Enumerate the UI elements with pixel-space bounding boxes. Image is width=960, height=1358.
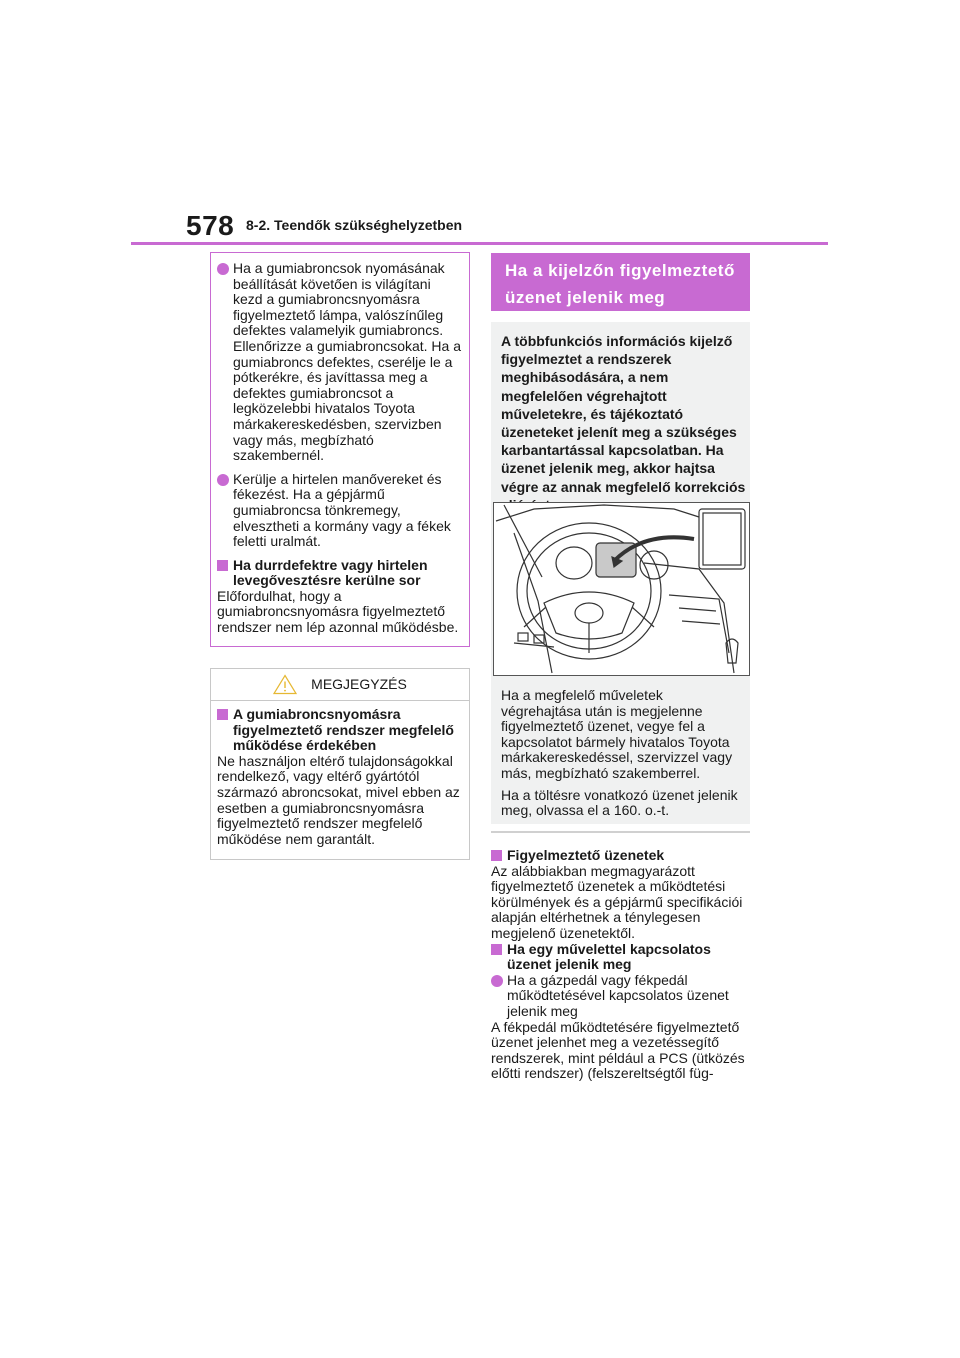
square-bullet-icon xyxy=(491,850,502,861)
body-text: Előfordulhat, hogy a gumiabroncsnyomásra figyelmeztető rendszer nem lép azonnal működésbe. xyxy=(217,587,459,636)
body-text: A fékpedál működtetésére figyelmeztető üzenet jelenhet meg a vezetéssegítő rendszerek, mint például a PCS (ütközés előtti rendszer) (felszereltségtől füg- xyxy=(491,1018,745,1082)
body-text: Ha a töltésre vonatkozó üzenet jelenik meg, olvassa el a 160. o.-t. xyxy=(501,786,738,819)
bullet-item xyxy=(217,261,463,464)
after-image-text xyxy=(501,688,746,825)
subheading-text: Figyelmeztető üzenetek xyxy=(507,847,665,863)
bullet-dot-icon xyxy=(491,975,503,987)
right-body xyxy=(491,848,753,1082)
dashboard-drawing xyxy=(494,503,748,674)
bullet-text: Ha a gázpedál vagy fékpedál működtetésével kapcsolatos üzenet jelenik meg xyxy=(507,971,729,1019)
warning-triangle-icon xyxy=(273,674,297,695)
square-bullet-icon xyxy=(217,709,228,720)
subheading-text: Ha durrdefektre vagy hirtelen levegővesztésre kerülne sor xyxy=(233,556,428,589)
section-title: 8-2. Teendők szükséghelyzetben xyxy=(246,217,463,233)
note-box xyxy=(210,668,470,860)
body-text: Ne használjon eltérő tulajdonságokkal rendelkező, vagy eltérő gyártótól származó abroncsokat, mivel ebben az esetben a gumiabroncsnyomásra figyelmeztető rendszer megfelelő működése nem garantált. xyxy=(217,752,460,847)
subheading xyxy=(217,558,463,589)
subheading-text: A gumiabroncsnyomásra figyelmeztető rendszer megfelelő működése érdekében xyxy=(233,706,454,754)
bullet-dot-icon xyxy=(217,474,229,486)
panel-rule xyxy=(491,831,750,833)
bullet-item xyxy=(217,472,463,550)
note-body xyxy=(211,701,469,847)
bullet-dot-icon xyxy=(217,263,229,275)
warning-box xyxy=(210,252,470,647)
body-text: Ha a megfelelő műveletek végrehajtása után is megjelenne figyelmeztető üzenet, vegye fel a kapcsolatot bármely hivatalos Toyota márkakereskedéssel, szervizzel vagy más, megbízható szakemberrel. xyxy=(501,687,733,781)
note-header xyxy=(211,669,469,701)
subheading xyxy=(491,942,753,973)
subheading xyxy=(491,848,753,864)
subheading xyxy=(217,707,463,754)
bullet-item xyxy=(491,973,753,1020)
dashboard-illustration xyxy=(493,502,750,676)
info-panel xyxy=(491,322,750,824)
subheading-text: Ha egy művelettel kapcsolatos üzenet jelenik meg xyxy=(507,940,711,973)
body-text: Az alábbiakban megmagyarázott figyelmeztető üzenetek a működtetési körülmények és a gépjármű specifikációi alapján eltérhetnek a ténylegesen megjelenő üzenetektől. xyxy=(491,862,743,941)
intro-text: A többfunkciós információs kijelző figyelmeztet a rendszerek meghibásodására, a nem megfelelően végrehajtott műveletekre, és tájékoztató üzeneteket jelenít meg a szükséges karbantartással kapcsolatban. Ha üzenet jelenik meg, akkor hajtsa végre az annak megfelelő korrekciós xyxy=(501,333,746,495)
page-number: 578 xyxy=(186,210,235,241)
square-bullet-icon xyxy=(491,944,502,955)
note-title: MEGJEGYZÉS xyxy=(311,675,407,692)
bullet-text: Kerülje a hirtelen manővereket és fékezést. Ha a gépjármű gumiabroncsa tönkremegy, elvesztheti a kormány vagy a fékek feletti uralmát. xyxy=(233,470,451,550)
bullet-text: Ha a gumiabroncsok nyomásának beállítását követően is világítani kezd a gumiabroncsnyomásra figyelmeztető lámpa, valószínűleg defektes valamelyik gumiabroncs. Ellenőrizze a gumiabroncsokat. Ha a gumiabroncs defektes, cserélje le a pótkerékre, és javíttassa meg a defektes gumiabroncsot a legközelebbi hivatalos Toyota márkakereskedésben, szervizben vagy más, megbízható szakembernél. xyxy=(233,260,462,464)
square-bullet-icon xyxy=(217,560,228,571)
section-heading: Ha a kijelzőn figyelmeztető üzenet jelenik meg xyxy=(491,253,750,311)
header-rule xyxy=(131,242,828,245)
